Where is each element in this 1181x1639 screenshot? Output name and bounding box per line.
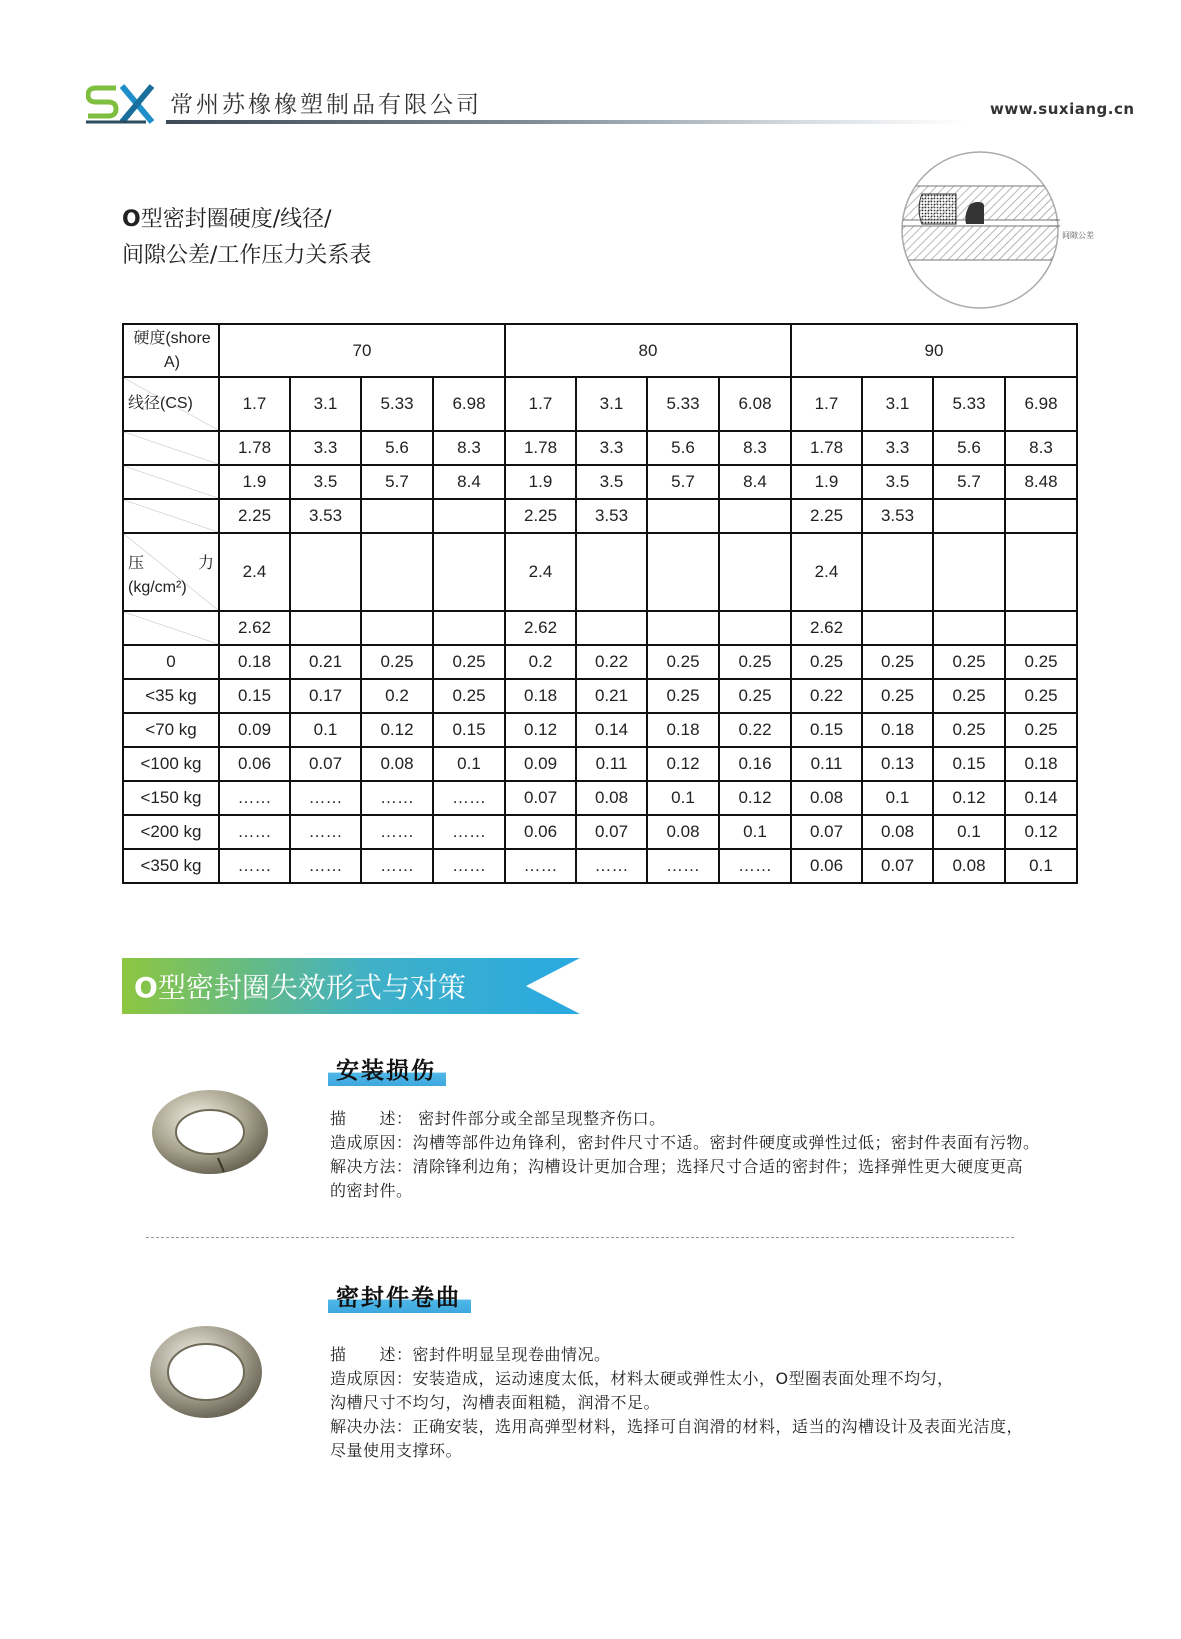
table-title-line2: 间隙公差/工作压力关系表 xyxy=(122,243,372,268)
gap-value-cell: 0.25 xyxy=(933,679,1005,713)
gap-value-cell: …… xyxy=(290,781,361,815)
solution-line-cont: 的密封件。 xyxy=(330,1181,413,1200)
hardness-group-90: 90 xyxy=(791,324,1077,377)
hardness-pressure-table xyxy=(122,323,1078,884)
cs-value-cell xyxy=(361,499,433,533)
cs-value-cell: 3.3 xyxy=(862,431,933,465)
gap-value-cell: 0.08 xyxy=(576,781,647,815)
cs-value-cell: 1.7 xyxy=(505,377,576,431)
gap-value-cell: …… xyxy=(361,781,433,815)
pressure-unit: (kg/cm²) xyxy=(128,579,187,596)
gap-value-cell: 0.25 xyxy=(791,645,862,679)
gap-value-cell: 0.25 xyxy=(719,679,791,713)
cs-value-cell xyxy=(433,499,505,533)
pressure-row xyxy=(123,679,1077,713)
hardness-label xyxy=(123,324,219,377)
cs-value-cell: 1.78 xyxy=(505,431,576,465)
cs-value-cell: 3.5 xyxy=(290,465,361,499)
section-title-seal-curl: 密封件卷曲 xyxy=(328,1283,471,1313)
gap-value-cell: 0.08 xyxy=(933,849,1005,883)
cs-value-cell: 8.3 xyxy=(719,431,791,465)
cs-value-cell xyxy=(719,611,791,645)
cs-value-cell: 3.3 xyxy=(290,431,361,465)
cs-value-cell: 2.25 xyxy=(791,499,862,533)
cs-row-label xyxy=(123,611,219,645)
cs-value-cell: 5.6 xyxy=(933,431,1005,465)
banner-title xyxy=(134,966,466,1006)
cs-value-cell: 2.4 xyxy=(219,533,290,611)
solution-line-cont: 尽量使用支撑环。 xyxy=(330,1441,463,1460)
gap-value-cell: 0.25 xyxy=(1005,713,1077,747)
pressure-row-label: <350 kg xyxy=(123,849,219,883)
cs-value-cell xyxy=(647,611,719,645)
description-line: 描 述：密封件明显呈现卷曲情况。 xyxy=(330,1345,611,1364)
pressure-row xyxy=(123,849,1077,883)
cs-label-text: 线径(CS) xyxy=(128,395,193,412)
gap-value-cell: 0.21 xyxy=(576,679,647,713)
website-url[interactable]: www.suxiang.cn xyxy=(990,100,1135,118)
solution-line: 解决办法：正确安装，选用高弹型材料，选择可自润滑的材料，适当的沟槽设计及表面光洁度， xyxy=(330,1417,1024,1436)
pressure-label-left: 压 xyxy=(128,555,145,572)
cs-value-cell xyxy=(290,611,361,645)
pressure-row xyxy=(123,747,1077,781)
hardness-group-80: 80 xyxy=(505,324,791,377)
cs-row xyxy=(123,499,1077,533)
gap-value-cell: 0.22 xyxy=(719,713,791,747)
gap-value-cell: 0.25 xyxy=(433,679,505,713)
cs-value-cell: 5.7 xyxy=(933,465,1005,499)
cause-line: 造成原因：沟槽等部件边角锋利，密封件尺寸不适。密封件硬度或弹性过低；密封件表面有污物。 xyxy=(330,1133,1040,1152)
gap-value-cell: 0.15 xyxy=(791,713,862,747)
pressure-row-label: <35 kg xyxy=(123,679,219,713)
cs-value-cell: 1.9 xyxy=(505,465,576,499)
gap-value-cell: …… xyxy=(719,849,791,883)
gap-value-cell: 0.15 xyxy=(219,679,290,713)
gap-value-cell: 0.18 xyxy=(647,713,719,747)
gap-value-cell: 0.25 xyxy=(933,713,1005,747)
cs-value-cell: 2.4 xyxy=(505,533,576,611)
gap-value-cell: …… xyxy=(361,815,433,849)
pressure-row-label: <70 kg xyxy=(123,713,219,747)
gap-value-cell: 0.25 xyxy=(933,645,1005,679)
gap-value-cell: 0.25 xyxy=(1005,645,1077,679)
gap-value-cell: …… xyxy=(361,849,433,883)
solution-line: 解决方法：清除锋利边角；沟槽设计更加合理；选择尺寸合适的密封件；选择弹性更大硬度更高 xyxy=(330,1157,1024,1176)
cause-line-cont: 沟槽尺寸不均匀，沟槽表面粗糙，润滑不足。 xyxy=(330,1393,661,1412)
cs-value-cell xyxy=(1005,611,1077,645)
cs-value-cell xyxy=(719,499,791,533)
gap-value-cell: 0.22 xyxy=(791,679,862,713)
gap-value-cell: 0.18 xyxy=(1005,747,1077,781)
cs-value-cell: 3.5 xyxy=(862,465,933,499)
gap-value-cell: …… xyxy=(290,815,361,849)
gap-value-cell: 0.07 xyxy=(576,815,647,849)
cs-value-cell xyxy=(576,533,647,611)
cs-value-cell: 2.4 xyxy=(791,533,862,611)
cs-value-cell xyxy=(361,533,433,611)
cs-value-cell xyxy=(933,499,1005,533)
gap-value-cell: 0.25 xyxy=(647,679,719,713)
cs-row-label xyxy=(123,465,219,499)
gap-value-cell: …… xyxy=(433,849,505,883)
cs-value-cell xyxy=(647,533,719,611)
gap-value-cell: 0.25 xyxy=(1005,679,1077,713)
gap-value-cell: 0.12 xyxy=(719,781,791,815)
gap-value-cell: 0.12 xyxy=(933,781,1005,815)
cs-value-cell: 1.7 xyxy=(791,377,862,431)
cs-value-cell: 3.1 xyxy=(576,377,647,431)
cs-row-label xyxy=(123,533,219,611)
pressure-row xyxy=(123,815,1077,849)
gap-value-cell: 0.1 xyxy=(290,713,361,747)
gap-value-cell: 0.15 xyxy=(933,747,1005,781)
oring-curl-image xyxy=(146,1322,266,1422)
pressure-row-label: <100 kg xyxy=(123,747,219,781)
pressure-row-label: 0 xyxy=(123,645,219,679)
gap-value-cell: 0.17 xyxy=(290,679,361,713)
cs-value-cell xyxy=(433,533,505,611)
gap-value-cell: 0.12 xyxy=(647,747,719,781)
gap-value-cell: 0.07 xyxy=(862,849,933,883)
cs-value-cell: 3.5 xyxy=(576,465,647,499)
cs-row xyxy=(123,611,1077,645)
title-prefix: O xyxy=(122,207,141,232)
gap-value-cell: 0.08 xyxy=(791,781,862,815)
cs-value-cell: 8.3 xyxy=(1005,431,1077,465)
gap-value-cell: 0.07 xyxy=(791,815,862,849)
gap-value-cell: …… xyxy=(219,849,290,883)
gap-value-cell: 0.15 xyxy=(433,713,505,747)
cs-row xyxy=(123,377,1077,431)
gap-value-cell: 0.1 xyxy=(862,781,933,815)
gap-value-cell: 0.18 xyxy=(505,679,576,713)
hardness-group-70: 70 xyxy=(219,324,505,377)
gap-value-cell: 0.08 xyxy=(647,815,719,849)
cs-value-cell: 5.33 xyxy=(361,377,433,431)
cs-value-cell: 5.6 xyxy=(647,431,719,465)
gap-value-cell: 0.12 xyxy=(1005,815,1077,849)
cs-value-cell: 5.33 xyxy=(647,377,719,431)
gap-value-cell: 0.11 xyxy=(791,747,862,781)
description-line: 描 述： 密封件部分或全部呈现整齐伤口。 xyxy=(330,1109,666,1128)
cs-value-cell xyxy=(290,533,361,611)
gap-value-cell: 0.11 xyxy=(576,747,647,781)
gap-value-cell: 0.2 xyxy=(361,679,433,713)
cs-value-cell: 6.98 xyxy=(433,377,505,431)
gap-value-cell: 0.06 xyxy=(505,815,576,849)
section-seal-curl-text xyxy=(330,1343,1150,1463)
cs-value-cell: 6.08 xyxy=(719,377,791,431)
gap-value-cell: 0.1 xyxy=(433,747,505,781)
cause-line: 造成原因：安装造成，运动速度太低，材料太硬或弹性太小，O型圈表面处理不均匀， xyxy=(330,1369,954,1388)
gap-value-cell: 0.07 xyxy=(290,747,361,781)
gap-value-cell: 0.18 xyxy=(862,713,933,747)
table-title-line1 xyxy=(122,202,332,233)
gap-value-cell: 0.25 xyxy=(361,645,433,679)
cs-value-cell xyxy=(1005,533,1077,611)
gap-value-cell: 0.25 xyxy=(862,645,933,679)
gap-value-cell: 0.16 xyxy=(719,747,791,781)
cs-row xyxy=(123,465,1077,499)
cs-value-cell: 5.33 xyxy=(933,377,1005,431)
cs-value-cell xyxy=(862,533,933,611)
cs-value-cell: 3.3 xyxy=(576,431,647,465)
hardness-row xyxy=(123,324,1077,377)
cs-value-cell: 2.25 xyxy=(219,499,290,533)
section-title-install-damage: 安装损伤 xyxy=(328,1056,446,1086)
pressure-row-label: <150 kg xyxy=(123,781,219,815)
cs-row xyxy=(123,431,1077,465)
cs-value-cell: 5.7 xyxy=(647,465,719,499)
gap-value-cell: 0.25 xyxy=(433,645,505,679)
cs-value-cell: 3.53 xyxy=(290,499,361,533)
header-divider xyxy=(166,120,966,124)
section-install-damage-text xyxy=(330,1107,1150,1203)
section-divider xyxy=(146,1237,1014,1238)
cs-value-cell: 5.6 xyxy=(361,431,433,465)
gap-value-cell: …… xyxy=(219,781,290,815)
cs-value-cell xyxy=(719,533,791,611)
gap-value-cell: 0.25 xyxy=(647,645,719,679)
cs-value-cell: 2.25 xyxy=(505,499,576,533)
gap-value-cell: …… xyxy=(433,781,505,815)
gap-value-cell: 0.08 xyxy=(862,815,933,849)
cs-value-cell: 3.1 xyxy=(290,377,361,431)
oring-damage-image xyxy=(148,1082,272,1178)
cs-value-cell: 1.78 xyxy=(219,431,290,465)
gap-value-cell: 0.06 xyxy=(219,747,290,781)
cs-row-label xyxy=(123,377,219,431)
gap-value-cell: 0.13 xyxy=(862,747,933,781)
cs-value-cell: 1.7 xyxy=(219,377,290,431)
cs-value-cell: 3.1 xyxy=(862,377,933,431)
cs-value-cell: 2.62 xyxy=(505,611,576,645)
gap-value-cell: 0.18 xyxy=(219,645,290,679)
gap-value-cell: 0.12 xyxy=(361,713,433,747)
gap-value-cell: 0.14 xyxy=(1005,781,1077,815)
seal-gap-diagram xyxy=(900,146,1120,314)
gap-value-cell: 0.1 xyxy=(933,815,1005,849)
pressure-row xyxy=(123,781,1077,815)
cs-row xyxy=(123,533,1077,611)
cs-value-cell: 1.9 xyxy=(791,465,862,499)
gap-value-cell: 0.1 xyxy=(1005,849,1077,883)
gap-value-cell: 0.25 xyxy=(719,645,791,679)
cs-row-label xyxy=(123,431,219,465)
pressure-row xyxy=(123,645,1077,679)
company-name: 常州苏橡橡塑制品有限公司 xyxy=(170,92,482,118)
gap-value-cell: …… xyxy=(505,849,576,883)
pressure-row xyxy=(123,713,1077,747)
gap-value-cell: 0.21 xyxy=(290,645,361,679)
cs-value-cell: 6.98 xyxy=(1005,377,1077,431)
cs-value-cell xyxy=(933,611,1005,645)
cs-value-cell: 5.7 xyxy=(361,465,433,499)
gap-value-cell: …… xyxy=(290,849,361,883)
gap-value-cell: …… xyxy=(576,849,647,883)
cs-value-cell: 8.4 xyxy=(719,465,791,499)
gap-value-cell: 0.12 xyxy=(505,713,576,747)
pressure-label-right: 力 xyxy=(197,555,214,572)
cs-row-label xyxy=(123,499,219,533)
banner-title-text: 型密封圈失效形式与对策 xyxy=(157,971,466,1004)
gap-value-cell: 0.09 xyxy=(505,747,576,781)
gap-value-cell: 0.14 xyxy=(576,713,647,747)
gap-value-cell: 0.1 xyxy=(719,815,791,849)
gap-value-cell: 0.09 xyxy=(219,713,290,747)
cs-value-cell: 1.78 xyxy=(791,431,862,465)
cs-value-cell: 8.3 xyxy=(433,431,505,465)
cs-value-cell xyxy=(433,611,505,645)
cs-value-cell: 2.62 xyxy=(791,611,862,645)
cs-value-cell xyxy=(647,499,719,533)
title-line1-text: 型密封圈硬度/线径/ xyxy=(140,207,332,232)
cs-value-cell: 3.53 xyxy=(576,499,647,533)
cs-value-cell xyxy=(933,533,1005,611)
cs-value-cell: 8.4 xyxy=(433,465,505,499)
cs-value-cell xyxy=(1005,499,1077,533)
cs-value-cell: 8.48 xyxy=(1005,465,1077,499)
gap-value-cell: …… xyxy=(219,815,290,849)
gap-value-cell: 0.08 xyxy=(361,747,433,781)
gap-value-cell: …… xyxy=(433,815,505,849)
gap-value-cell: 0.22 xyxy=(576,645,647,679)
gap-value-cell: 0.25 xyxy=(862,679,933,713)
cs-value-cell xyxy=(361,611,433,645)
pressure-row-label: <200 kg xyxy=(123,815,219,849)
hardness-label-text: 硬度(shore A) xyxy=(133,329,211,371)
gap-value-cell: 0.06 xyxy=(791,849,862,883)
cs-value-cell: 3.53 xyxy=(862,499,933,533)
cs-value-cell: 1.9 xyxy=(219,465,290,499)
gap-value-cell: 0.2 xyxy=(505,645,576,679)
gap-value-cell: 0.1 xyxy=(647,781,719,815)
gap-label: 间隙公差 xyxy=(1062,231,1094,240)
cs-value-cell xyxy=(862,611,933,645)
company-logo xyxy=(86,82,158,126)
cs-value-cell: 2.62 xyxy=(219,611,290,645)
banner-prefix: O xyxy=(134,971,158,1004)
gap-value-cell: …… xyxy=(647,849,719,883)
gap-value-cell: 0.07 xyxy=(505,781,576,815)
cs-value-cell xyxy=(576,611,647,645)
